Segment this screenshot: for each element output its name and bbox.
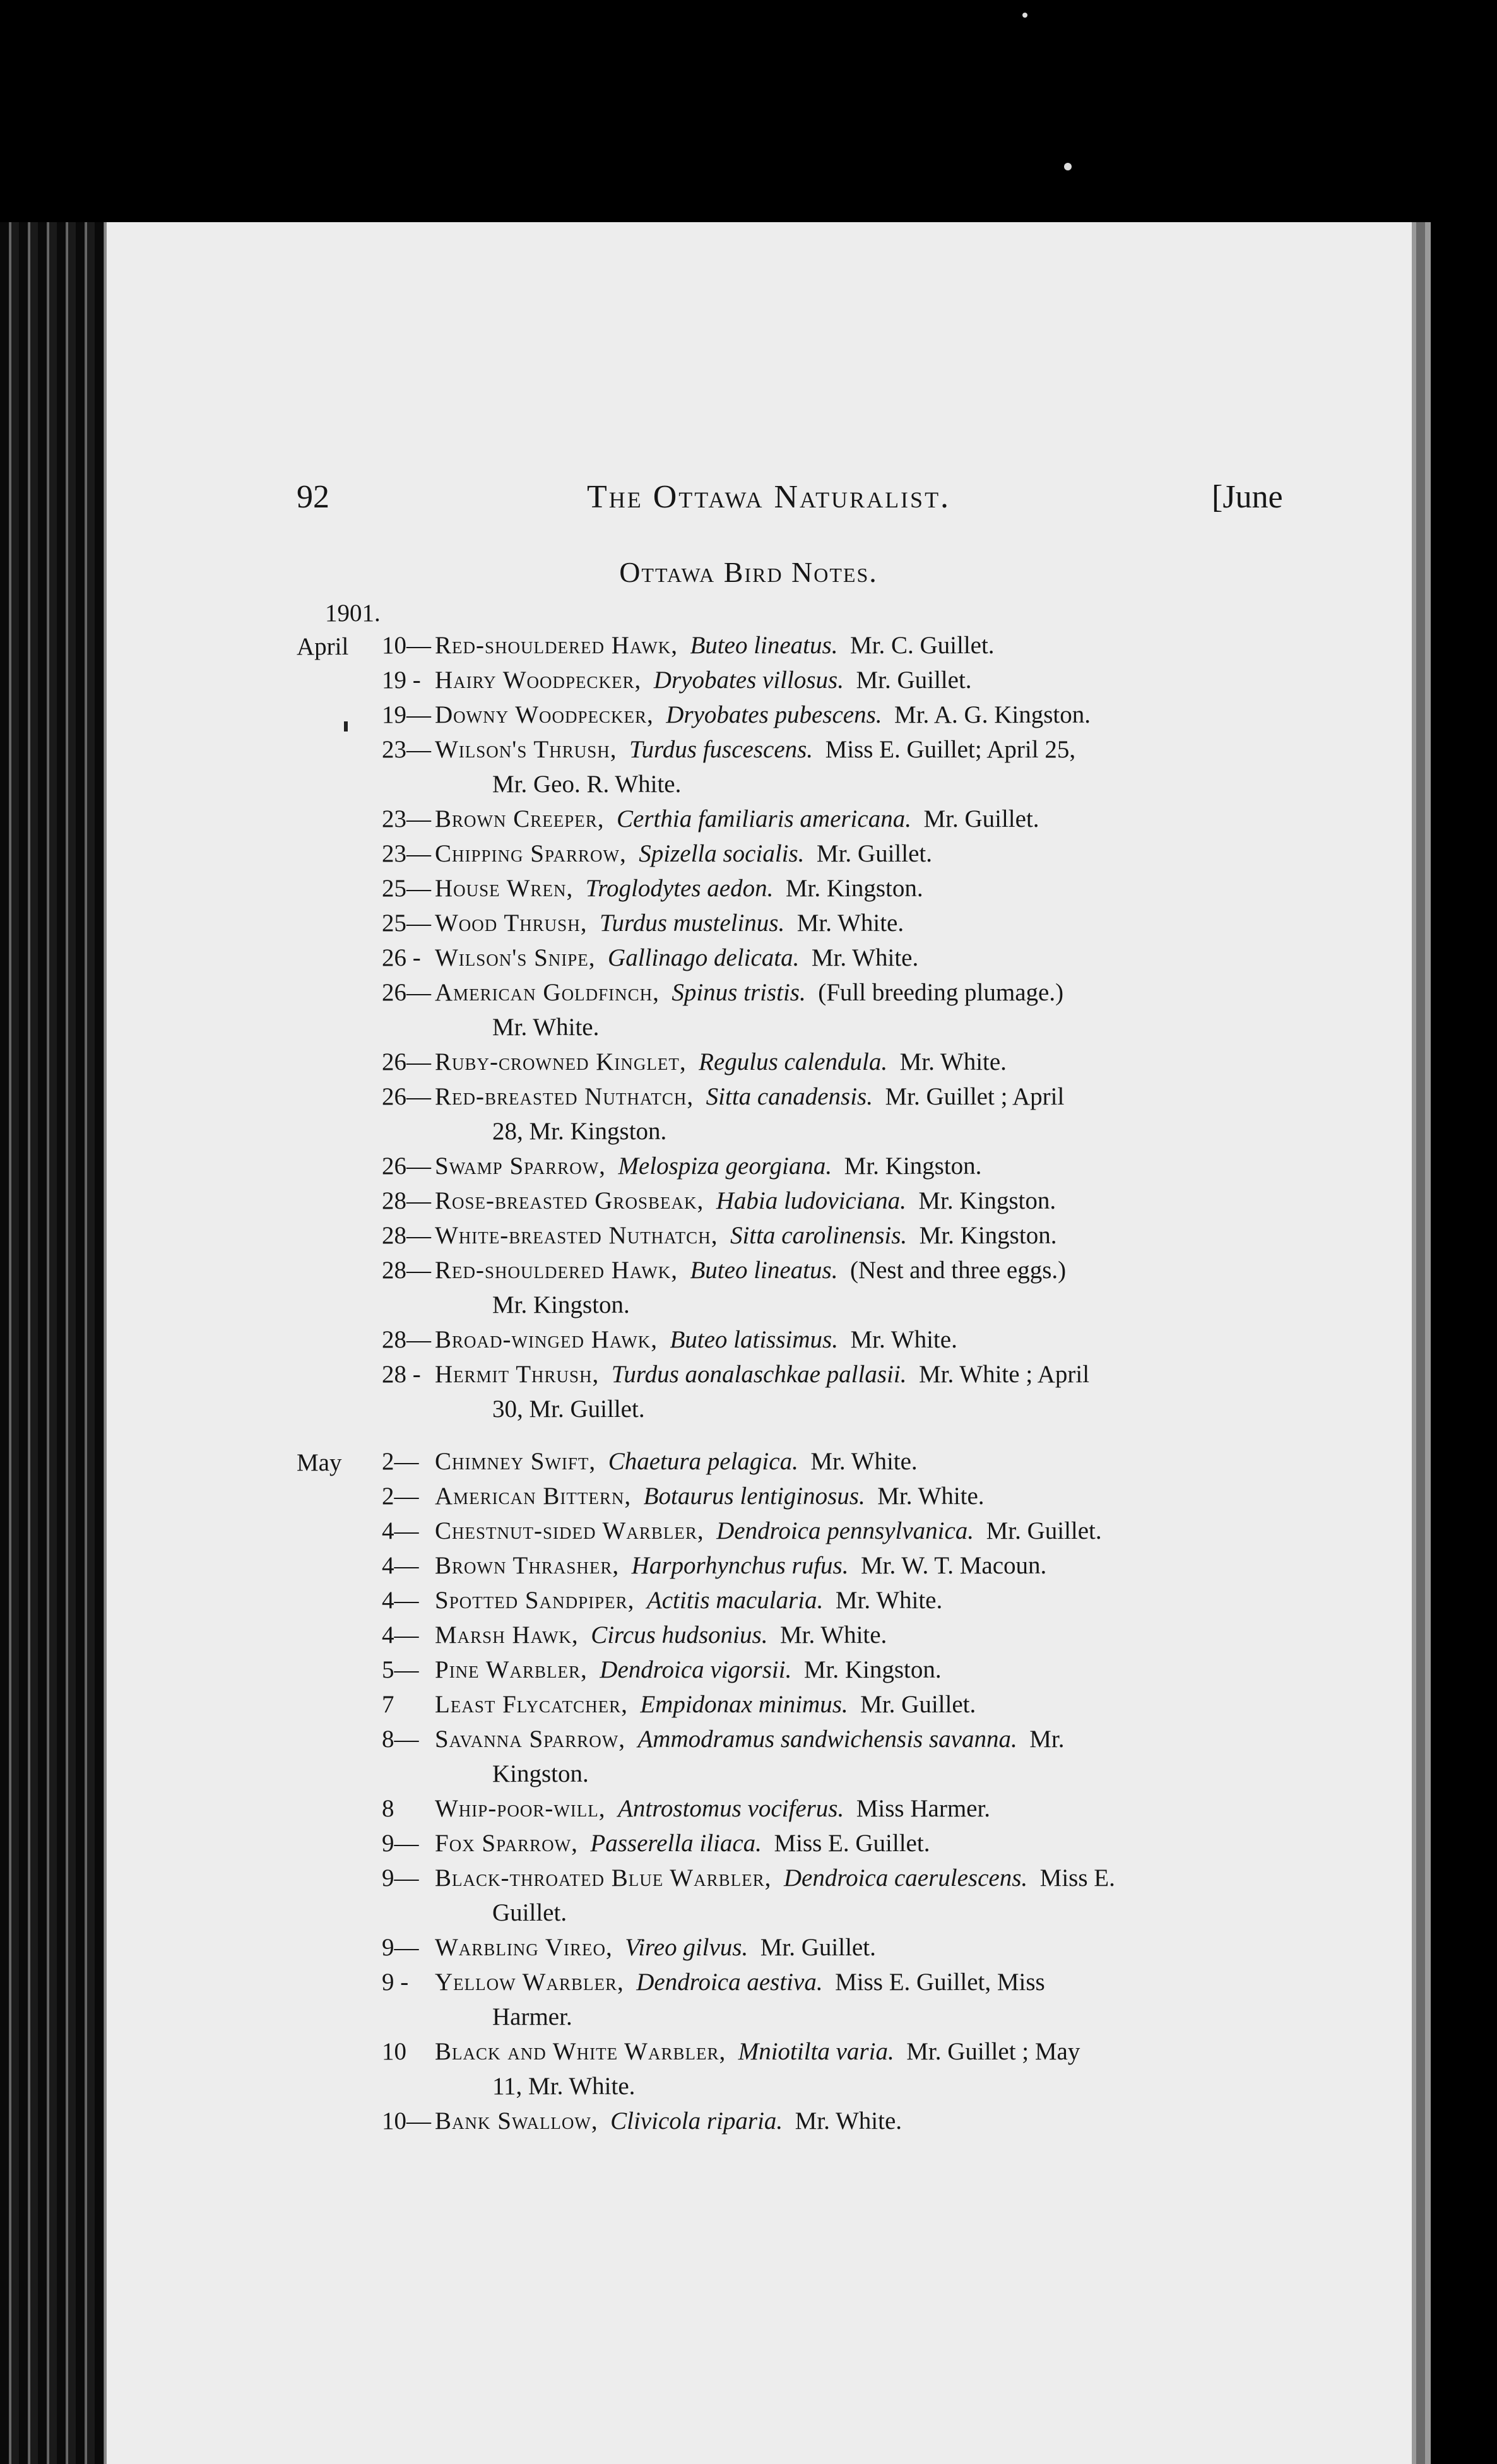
observer-note: Mr. Guillet ; May xyxy=(906,2038,1080,2065)
entry-date: 9— xyxy=(382,1830,419,1857)
species-name: Wilson's Thrush, xyxy=(435,736,617,763)
bird-note-entry xyxy=(382,1791,990,1826)
entry-date: 28— xyxy=(382,1222,431,1249)
species-name: Wood Thrush, xyxy=(435,909,588,937)
observer-note: Mr. White. xyxy=(811,944,919,971)
species-latin-name: Turdus aonalaschkae pallasii. xyxy=(611,1361,907,1388)
entry-date: 4— xyxy=(382,1517,419,1544)
species-latin-name: Troglodytes aedon. xyxy=(585,875,774,902)
species-latin-name: Clivicola riparia. xyxy=(610,2107,783,2135)
bird-note-entry xyxy=(382,697,1091,732)
species-latin-name: Empidonax minimus. xyxy=(640,1691,848,1718)
observer-note: (Full breeding plumage.) xyxy=(818,979,1064,1006)
species-name: Ruby-crowned Kinglet, xyxy=(435,1048,687,1075)
entry-date: 28— xyxy=(382,1187,431,1214)
month-label-april: April xyxy=(297,633,349,660)
observer-note: Mr. Kingston. xyxy=(785,875,923,902)
entry-date: 26 - xyxy=(382,944,421,971)
observer-note: Mr. Guillet. xyxy=(923,805,1039,832)
bird-note-entry xyxy=(382,1722,1064,1756)
bird-note-entry xyxy=(382,1861,1115,1895)
journal-title: The Ottawa Naturalist. xyxy=(587,479,951,515)
observer-note: Mr. Guillet. xyxy=(856,666,972,694)
species-name: Savanna Sparrow, xyxy=(435,1726,625,1753)
observer-note: Miss E. Guillet; April 25, xyxy=(825,736,1076,763)
species-name: Red-shouldered Hawk, xyxy=(435,1257,678,1284)
bird-note-entry xyxy=(382,1652,942,1687)
entry-continuation: 30, Mr. Guillet. xyxy=(492,1395,645,1423)
bird-note-entry xyxy=(382,1253,1066,1288)
species-latin-name: Dendroica caerulescens. xyxy=(783,1864,1028,1892)
observer-note: Mr. Kingston. xyxy=(844,1152,982,1180)
species-name: Chipping Sparrow, xyxy=(435,840,627,867)
observer-note: Mr. White ; April xyxy=(918,1361,1090,1388)
species-name: Brown Thrasher, xyxy=(435,1552,620,1579)
species-name: Bank Swallow, xyxy=(435,2107,598,2135)
species-latin-name: Certhia familiaris americana. xyxy=(617,805,911,832)
observer-note: Mr. White. xyxy=(779,1621,887,1649)
entry-continuation: 11, Mr. White. xyxy=(492,2073,636,2100)
observer-note: Mr. Guillet ; April xyxy=(885,1083,1065,1110)
entry-date: 23— xyxy=(382,736,431,763)
entry-date: 2— xyxy=(382,1483,419,1510)
species-name: Broad-winged Hawk, xyxy=(435,1326,658,1353)
bird-note-entry xyxy=(382,871,923,906)
entry-date: 19 - xyxy=(382,666,421,694)
bird-note-entry xyxy=(382,732,1075,767)
entry-date: 10 xyxy=(382,2038,406,2065)
bird-note-entry xyxy=(382,663,972,697)
observer-note: Mr. C. Guillet. xyxy=(849,632,995,659)
observer-note: Mr. White. xyxy=(877,1483,985,1510)
bird-note-entry xyxy=(382,1322,957,1357)
entry-date: 7 xyxy=(382,1691,394,1718)
species-name: Swamp Sparrow, xyxy=(435,1152,606,1180)
species-name: Downy Woodpecker, xyxy=(435,701,654,728)
bird-note-entry xyxy=(382,1548,1046,1583)
species-name: White-breasted Nuthatch, xyxy=(435,1222,718,1249)
species-latin-name: Buteo lineatus. xyxy=(690,632,838,659)
species-latin-name: Buteo latissimus. xyxy=(670,1326,838,1353)
entry-continuation: Mr. Kingston. xyxy=(492,1291,630,1318)
observer-note: Mr. A. G. Kingston. xyxy=(894,701,1091,728)
species-name: House Wren, xyxy=(435,875,574,902)
species-name: Yellow Warbler, xyxy=(435,1969,624,1996)
page-number: 92 xyxy=(297,479,329,515)
bird-note-entry xyxy=(382,1965,1045,1999)
species-latin-name: Spizella socialis. xyxy=(639,840,805,867)
observer-note: Miss E. Guillet. xyxy=(774,1830,930,1857)
species-name: Red-shouldered Hawk, xyxy=(435,632,678,659)
species-latin-name: Dryobates villosus. xyxy=(653,666,844,694)
bird-note-entry xyxy=(382,1218,1056,1253)
entry-continuation: Guillet. xyxy=(492,1899,567,1926)
bird-note-entry xyxy=(382,836,932,871)
dust-speck xyxy=(1022,13,1027,18)
species-latin-name: Turdus fuscescens. xyxy=(629,736,814,763)
entry-date: 25— xyxy=(382,909,431,937)
species-name: Warbling Vireo, xyxy=(435,1934,613,1961)
bird-note-entry xyxy=(382,1183,1056,1218)
bird-note-entry xyxy=(382,1045,1007,1079)
dust-speck xyxy=(1064,163,1072,170)
observer-note: Mr. Kingston. xyxy=(803,1656,942,1683)
observer-note: Mr. W. T. Macoun. xyxy=(860,1552,1047,1579)
bird-note-entry xyxy=(382,628,995,663)
entry-date: 9 - xyxy=(382,1969,409,1996)
entry-date: 23— xyxy=(382,805,431,832)
species-name: Hermit Thrush, xyxy=(435,1361,600,1388)
year-label: 1901. xyxy=(325,600,381,627)
observer-note: Mr. Kingston. xyxy=(918,1187,1056,1214)
entry-date: 19— xyxy=(382,701,431,728)
species-latin-name: Botaurus lentiginosus. xyxy=(643,1483,865,1510)
species-latin-name: Spinus tristis. xyxy=(672,979,806,1006)
bird-note-entry xyxy=(382,1826,930,1861)
species-latin-name: Vireo gilvus. xyxy=(625,1934,748,1961)
species-name: Pine Warbler, xyxy=(435,1656,588,1683)
species-name: Rose-breasted Grosbeak, xyxy=(435,1187,704,1214)
observer-note: Mr. White. xyxy=(795,2107,902,2135)
species-latin-name: Habia ludoviciana. xyxy=(716,1187,906,1214)
entry-date: 9— xyxy=(382,1934,419,1961)
observer-note: Mr. White. xyxy=(835,1587,943,1614)
entry-date: 26— xyxy=(382,1048,431,1075)
species-name: Chestnut-sided Warbler, xyxy=(435,1517,704,1544)
entry-date: 26— xyxy=(382,1083,431,1110)
species-name: American Bittern, xyxy=(435,1483,632,1510)
month-label-may: May xyxy=(297,1449,342,1476)
observer-note: Mr. White. xyxy=(850,1326,957,1353)
ink-mark xyxy=(344,721,348,732)
species-latin-name: Sitta canadensis. xyxy=(706,1083,873,1110)
entry-date: 9— xyxy=(382,1864,419,1892)
species-latin-name: Turdus mustelinus. xyxy=(599,909,785,937)
species-latin-name: Buteo lineatus. xyxy=(690,1257,838,1284)
article-title: Ottawa Bird Notes. xyxy=(619,556,878,588)
observer-note: Mr. xyxy=(1029,1726,1065,1753)
species-latin-name: Chaetura pelagica. xyxy=(608,1448,798,1475)
species-latin-name: Regulus calendula. xyxy=(699,1048,888,1075)
bird-note-entry xyxy=(382,1479,985,1513)
species-latin-name: Circus hudsonius. xyxy=(591,1621,768,1649)
observer-note: Mr. Kingston. xyxy=(919,1222,1057,1249)
species-name: American Goldfinch, xyxy=(435,979,660,1006)
bird-note-entry xyxy=(382,940,918,975)
species-name: Chimney Swift, xyxy=(435,1448,596,1475)
bird-note-entry xyxy=(382,1444,918,1479)
bird-note-entry xyxy=(382,906,904,940)
species-latin-name: Dendroica aestiva. xyxy=(636,1969,823,1996)
species-latin-name: Actitis macularia. xyxy=(646,1587,824,1614)
species-latin-name: Melospiza georgiana. xyxy=(618,1152,832,1180)
entry-date: 28— xyxy=(382,1257,431,1284)
bird-note-entry xyxy=(382,1618,887,1652)
species-name: Marsh Hawk, xyxy=(435,1621,579,1649)
entry-date: 26— xyxy=(382,1152,431,1180)
entry-date: 28— xyxy=(382,1326,431,1353)
entry-date: 5— xyxy=(382,1656,419,1683)
species-latin-name: Gallinago delicata. xyxy=(608,944,800,971)
entry-date: 28 - xyxy=(382,1361,421,1388)
species-name: Black and White Warbler, xyxy=(435,2038,726,2065)
species-latin-name: Passerella iliaca. xyxy=(590,1830,762,1857)
observer-note: Miss E. xyxy=(1039,1864,1115,1892)
entry-date: 8— xyxy=(382,1726,419,1753)
entry-continuation: 28, Mr. Kingston. xyxy=(492,1118,667,1145)
entry-continuation: Kingston. xyxy=(492,1760,589,1787)
bird-note-entry xyxy=(382,2104,902,2138)
species-latin-name: Ammodramus sandwichensis savanna. xyxy=(637,1726,1017,1753)
species-name: Red-breasted Nuthatch, xyxy=(435,1083,694,1110)
species-latin-name: Dendroica vigorsii. xyxy=(600,1656,792,1683)
species-name: Least Flycatcher, xyxy=(435,1691,628,1718)
observer-note: Mr. White. xyxy=(899,1048,1007,1075)
species-latin-name: Antrostomus vociferus. xyxy=(618,1795,844,1822)
observer-note: Mr. White. xyxy=(810,1448,918,1475)
issue-month: [June xyxy=(1212,479,1283,515)
observer-note: Miss Harmer. xyxy=(856,1795,991,1822)
entry-date: 4— xyxy=(382,1621,419,1649)
bird-note-entry xyxy=(382,1687,976,1722)
species-name: Wilson's Snipe, xyxy=(435,944,596,971)
bird-note-entry xyxy=(382,1930,876,1965)
species-name: Hairy Woodpecker, xyxy=(435,666,642,694)
bird-note-entry xyxy=(382,1357,1089,1392)
observer-note: Mr. Guillet. xyxy=(986,1517,1102,1544)
bird-note-entry xyxy=(382,2034,1080,2069)
species-latin-name: Harporhynchus rufus. xyxy=(631,1552,849,1579)
species-latin-name: Dendroica pennsylvanica. xyxy=(716,1517,974,1544)
entry-continuation: Mr. Geo. R. White. xyxy=(492,771,682,798)
species-name: Black-throated Blue Warbler, xyxy=(435,1864,772,1892)
bird-note-entry xyxy=(382,1079,1064,1114)
observer-note: (Nest and three eggs.) xyxy=(849,1257,1067,1284)
entry-date: 8 xyxy=(382,1795,394,1822)
bird-note-entry xyxy=(382,1149,981,1183)
species-name: Spotted Sandpiper, xyxy=(435,1587,635,1614)
observer-note: Mr. Guillet. xyxy=(860,1691,976,1718)
entry-continuation: Harmer. xyxy=(492,2003,572,2030)
entry-date: 10— xyxy=(382,2107,431,2135)
bird-note-entry xyxy=(382,1513,1102,1548)
entry-date: 26— xyxy=(382,979,431,1006)
species-name: Brown Creeper, xyxy=(435,805,605,832)
species-name: Whip-poor-will, xyxy=(435,1795,606,1822)
species-name: Fox Sparrow, xyxy=(435,1830,578,1857)
observer-note: Miss E. Guillet, Miss xyxy=(835,1969,1045,1996)
species-latin-name: Mniotilta varia. xyxy=(738,2038,894,2065)
entry-date: 25— xyxy=(382,875,431,902)
entry-continuation: Mr. White. xyxy=(492,1014,600,1041)
bird-note-entry xyxy=(382,802,1039,836)
observer-note: Mr. Guillet. xyxy=(816,840,933,867)
bird-note-entry xyxy=(382,975,1063,1010)
entry-date: 4— xyxy=(382,1552,419,1579)
entry-date: 10— xyxy=(382,632,431,659)
species-latin-name: Sitta carolinensis. xyxy=(730,1222,908,1249)
entry-date: 23— xyxy=(382,840,431,867)
entry-date: 2— xyxy=(382,1448,419,1475)
entry-date: 4— xyxy=(382,1587,419,1614)
bird-note-entry xyxy=(382,1583,942,1618)
species-latin-name: Dryobates pubescens. xyxy=(666,701,882,728)
observer-note: Mr. Guillet. xyxy=(760,1934,876,1961)
observer-note: Mr. White. xyxy=(796,909,904,937)
